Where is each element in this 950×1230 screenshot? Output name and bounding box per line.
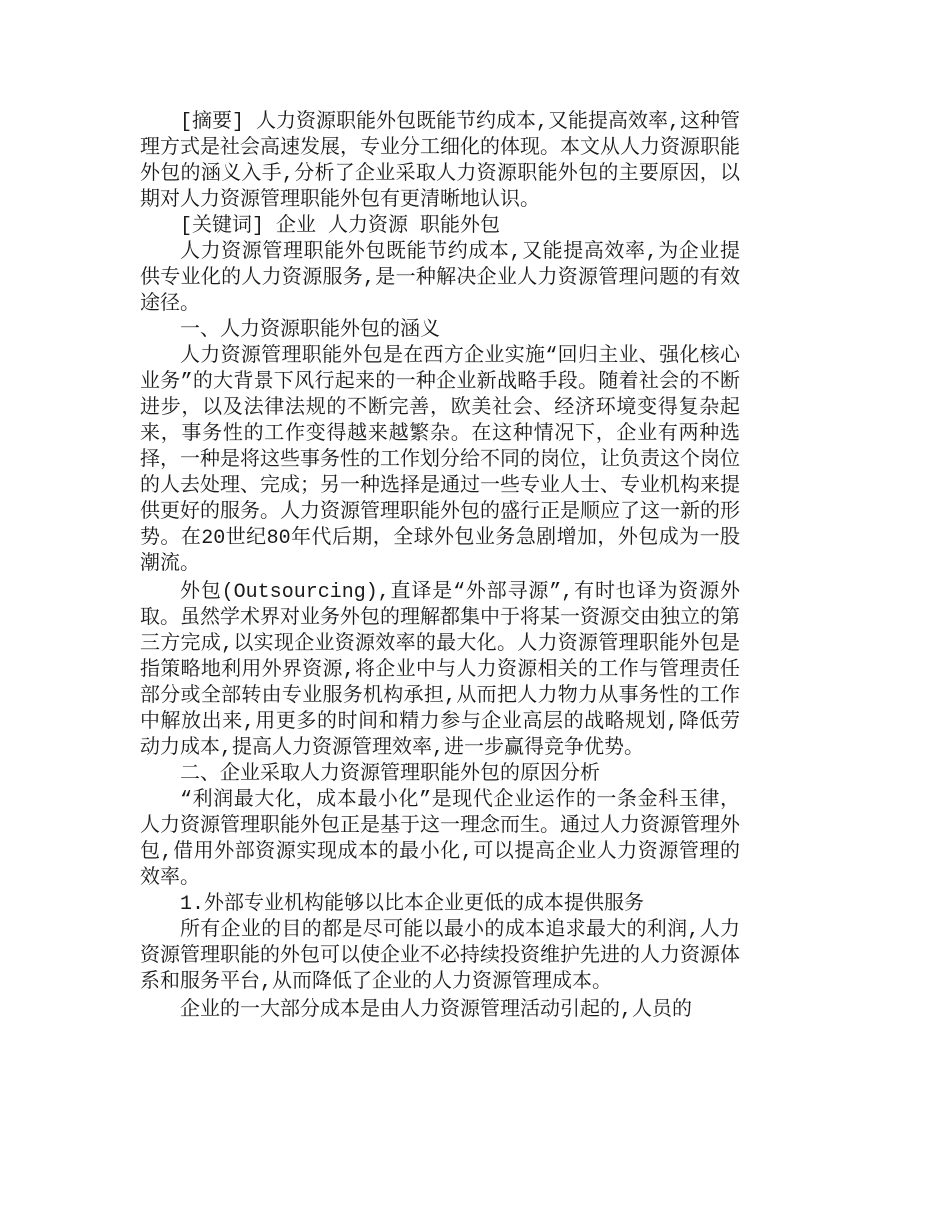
subsection-heading-1: 1.外部专业机构能够以比本企业更低的成本提供服务	[180, 893, 645, 916]
body-paragraph: 企业的一大部分成本是由人力资源管理活动引起的,人员的	[180, 999, 693, 1022]
document-body	[140, 110, 740, 1024]
intro-paragraph: 人力资源管理职能外包既能节约成本,又能提高效率,为企业提供专业化的人力资源服务,是一种解决企业人力资源管理问题的有效途径。	[140, 241, 740, 316]
section-heading-2: 二、企业采取人力资源管理职能外包的原因分析	[180, 763, 600, 786]
abstract-paragraph: [摘要] 人力资源职能外包既能节约成本,又能提高效率,这种管理方式是社会高速发展，专业分工细化的体现。本文从人力资源职能外包的涵义入手,分析了企业采取人力资源职能外包的主要原因，以期对人力资源管理职能外包有更清晰地认识。	[140, 111, 741, 212]
keywords-paragraph: [关键词] 企业 人力资源 职能外包	[180, 215, 501, 238]
body-paragraph: 人力资源管理职能外包是在西方企业实施“回归主业、强化核心业务”的大背景下风行起来的一种企业新战略手段。随着社会的不断进步，以及法律法规的不断完善，欧美社会、经济环境变得复杂起来，事务性的工作变得越来越繁杂。在这种情况下，企业有两种选择，一种是将这些事务性的工作划分给不同的岗位，让负责这个岗位的人去处理、完成；另一种选择是通过一些专业人士、专业机构来提供更好的服务。人力资源管理职能外包的盛行正是顺应了这一新的形势。在20世纪80年代后期，全球外包业务急剧增加，外包成为一股潮流。	[140, 345, 740, 576]
body-paragraph: 外包(Outsourcing),直译是“外部寻源”,有时也译为资源外取。虽然学术界对业务外包的理解都集中于将某一资源交由独立的第三方完成,以实现企业资源效率的最大化。人力资源管理职能外包是指策略地利用外界资源,将企业中与人力资源相关的工作与管理责任部分或全部转由专业服务机构承担,从而把人力物力从事务性的工作中解放出来,用更多的时间和精力参与企业高层的战略规划,降低劳动力成本,提高人力资源管理效率,进一步赢得竞争优势。	[140, 581, 740, 760]
section-heading-1: 一、人力资源职能外包的涵义	[180, 319, 440, 342]
body-paragraph: 所有企业的目的都是尽可能以最小的成本追求最大的利润,人力资源管理职能的外包可以使企业不必持续投资维护先进的人力资源体系和服务平台,从而降低了企业的人力资源管理成本。	[140, 919, 740, 994]
body-paragraph: “利润最大化，成本最小化”是现代企业运作的一条金科玉律，人力资源管理职能外包正是基于这一理念而生。通过人力资源管理外包,借用外部资源实现成本的最小化,可以提高企业人力资源管理的效率。	[140, 789, 740, 890]
